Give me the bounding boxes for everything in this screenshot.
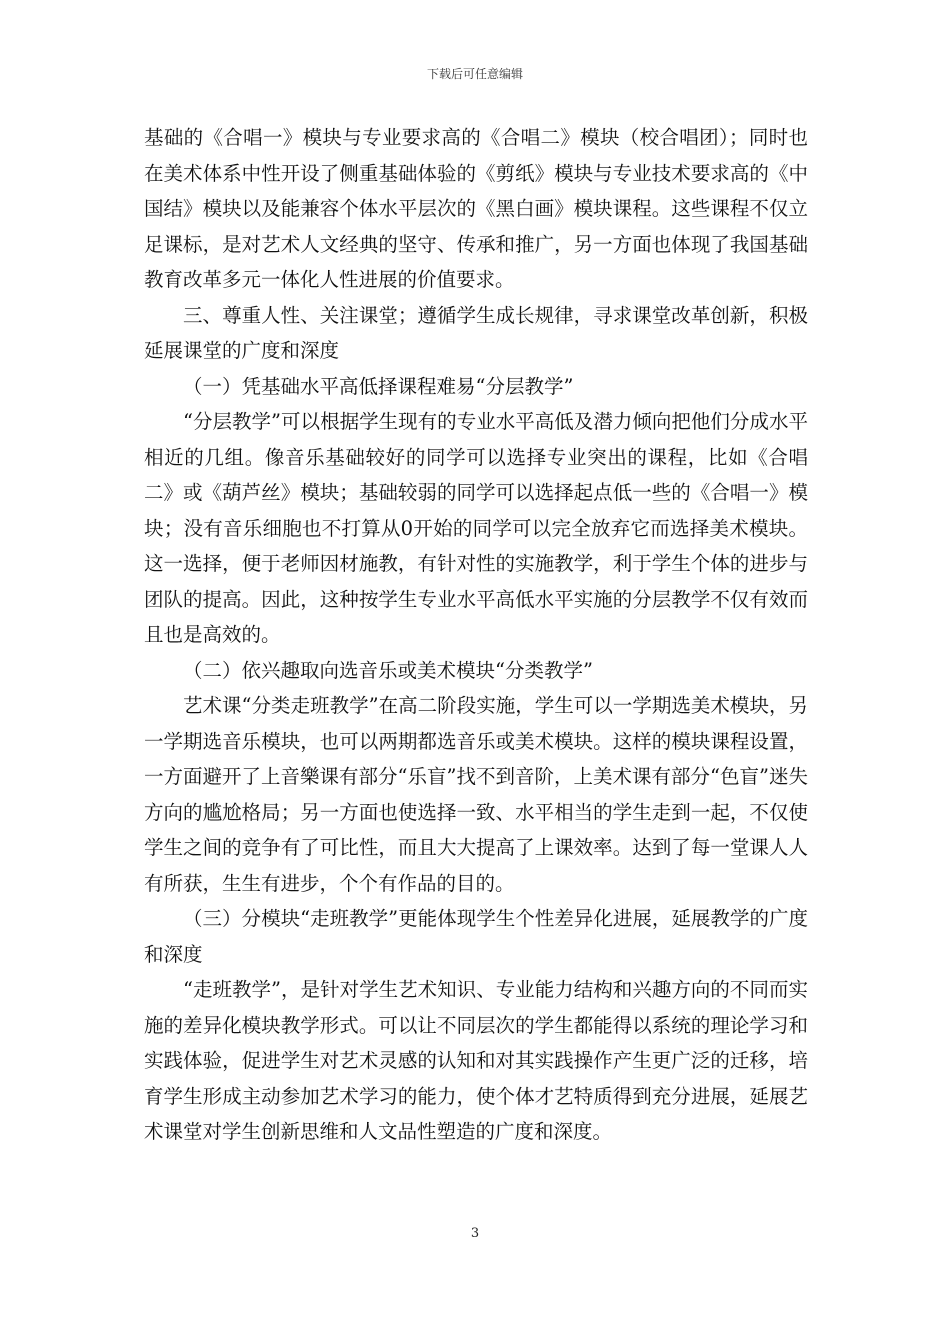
page-number: 3 xyxy=(470,1226,480,1241)
paragraph: “走班教学”，是针对学生艺术知识、专业能力结构和兴趣方向的不同而实施的差异化模块教学形式。可以让不同层次的学生都能得以系统的理论学习和实践体验，促进学生对艺术灵感的认知和对其实践操作产生更广泛的迁移，培育学生形成主动参加艺术学习的能力，使个体才艺特质得到充分进展，延展艺术课堂对学生创新思维和人文品性塑造的广度和深度。 xyxy=(144,978,808,1143)
section-heading-3: 三、尊重人性、关注课堂；遵循学生成长规律，寻求课堂改革创新，积极延展课堂的广度和深度 xyxy=(144,303,808,362)
page-header: 下载后可任意编辑 xyxy=(426,67,523,81)
subheading-2: （二）依兴趣取向选音乐或美术模块“分类教学” xyxy=(183,658,593,682)
paragraph: “分层教学”可以根据学生现有的专业水平高低及潜力倾向把他们分成水平相近的几组。像音乐基础较好的同学可以选择专业突出的课程，比如《合唱二》或《葫芦丝》模块；基础较弱的同学可以选择起点低一些的《合唱一》模块；没有音乐细胞也不打算从0开始的同学可以完全放弃它而选择美术模块。这一选择，便于老师因材施教，有针对性的实施教学，利于学生个体的进步与团队的提高。因此，这种按学生专业水平高低水平实施的分层教学不仅有效而且也是高效的。 xyxy=(144,410,808,646)
paragraph-continued: 基础的《合唱一》模块与专业要求高的《合唱二》模块（校合唱团）；同时也在美术体系中性开设了侧重基础体验的《剪纸》模块与专业技术要求高的《中国结》模块以及能兼容个体水平层次的《黑白画》模块课程。这些课程不仅立足课标，是对艺术人文经典的坚守、传承和推广，另一方面也体现了我国基础教育改革多元一体化人性进展的价值要求。 xyxy=(144,126,808,291)
paragraph: 艺术课“分类走班教学”在高二阶段实施，学生可以一学期选美术模块，另一学期选音乐模块，也可以两期都选音乐或美术模块。这样的模块课程设置，一方面避开了上音樂课有部分“乐盲”找不到音阶，上美术课有部分“色盲”迷失方向的尴尬格局；另一方面也使选择一致、水平相当的学生走到一起，不仅使学生之间的竞争有了可比性，而且大大提高了上课效率。达到了每一堂课人人有所获，生生有进步，个个有作品的目的。 xyxy=(144,694,808,895)
subheading-1: （一）凭基础水平高低择课程难易“分层教学” xyxy=(183,374,574,398)
subheading-3: （三）分模块“走班教学”更能体现学生个性差异化进展，延展教学的广度和深度 xyxy=(144,907,808,966)
document-body xyxy=(144,120,808,1150)
